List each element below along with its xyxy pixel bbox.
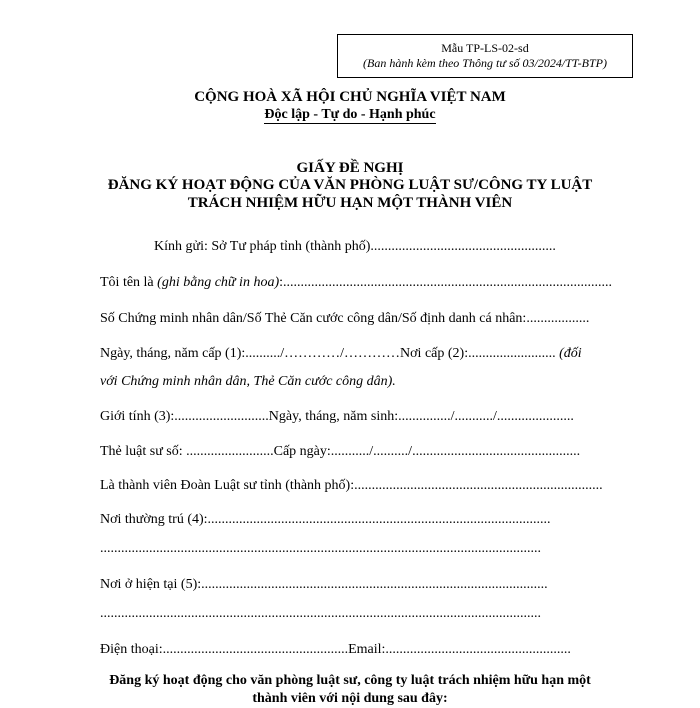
name-dots: :.............................................................................................. bbox=[279, 275, 612, 290]
recipient-line: Kính gửi: Sở Tư pháp tỉnh (thành phố)..................................................... bbox=[154, 239, 556, 254]
closing-line-2: thành viên với nội dung sau đây: bbox=[252, 691, 448, 706]
form-issued-note: (Ban hành kèm theo Thông tư số 03/2024/TT-BTP) bbox=[363, 56, 607, 70]
gender-line: Giới tính (3):...........................Ngày, tháng, năm sinh:.............../.........../...................... bbox=[100, 409, 574, 424]
name-label: Tôi tên là bbox=[100, 275, 158, 290]
residence-line: Nơi thường trú (4):.................................................................................................. bbox=[100, 512, 551, 527]
name-line bbox=[100, 274, 635, 292]
form-code-box bbox=[337, 34, 633, 78]
motto bbox=[0, 107, 700, 123]
motto-text: Độc lập - Tự do - Hạnh phúc bbox=[264, 107, 436, 122]
lawyer-card-line: Thẻ luật sư số: .........................Cấp ngày:.........../........../................................................ bbox=[100, 444, 581, 459]
id-number-line: Số Chứng minh nhân dân/Số Thẻ Căn cước công dân/Số định danh cá nhân:.................. bbox=[100, 311, 590, 326]
issue-note-b: với Chứng minh nhân dân, Thẻ Căn cước công dân). bbox=[100, 374, 396, 389]
closing-line-1: Đăng ký hoạt động cho văn phòng luật sư, công ty luật trách nhiệm hữu hạn một bbox=[109, 673, 591, 688]
bar-member-line: Là thành viên Đoàn Luật sư tỉnh (thành phố):....................................................................... bbox=[100, 478, 603, 493]
residence-cont-line: .............................................................................................................................. bbox=[100, 541, 541, 556]
nation-heading: CỘNG HOÀ XÃ HỘI CHỦ NGHĨA VIỆT NAM bbox=[194, 89, 506, 105]
contact-line: Điện thoại:.....................................................Email:..................................................... bbox=[100, 642, 571, 657]
current-address-line: Nơi ở hiện tại (5):................................................................................................... bbox=[100, 577, 548, 592]
form-code: Mẫu TP-LS-02-sd bbox=[441, 41, 529, 55]
issue-date-text: Ngày, tháng, năm cấp (1):........../…………/…………Nơi cấp (2):......................... bbox=[100, 346, 560, 361]
issue-note-a: (đối bbox=[559, 346, 582, 361]
name-hint: (ghi bằng chữ in hoa) bbox=[157, 275, 280, 290]
current-address-cont-line: .............................................................................................................................. bbox=[100, 606, 541, 621]
issue-date-line bbox=[100, 345, 635, 363]
title-line-2: ĐĂNG KÝ HOẠT ĐỘNG CỦA VĂN PHÒNG LUẬT SƯ/CÔNG TY LUẬT bbox=[107, 177, 593, 193]
title-line-1: GIẤY ĐỀ NGHỊ bbox=[296, 160, 404, 176]
title-line-3: TRÁCH NHIỆM HỮU HẠN MỘT THÀNH VIÊN bbox=[187, 195, 513, 211]
